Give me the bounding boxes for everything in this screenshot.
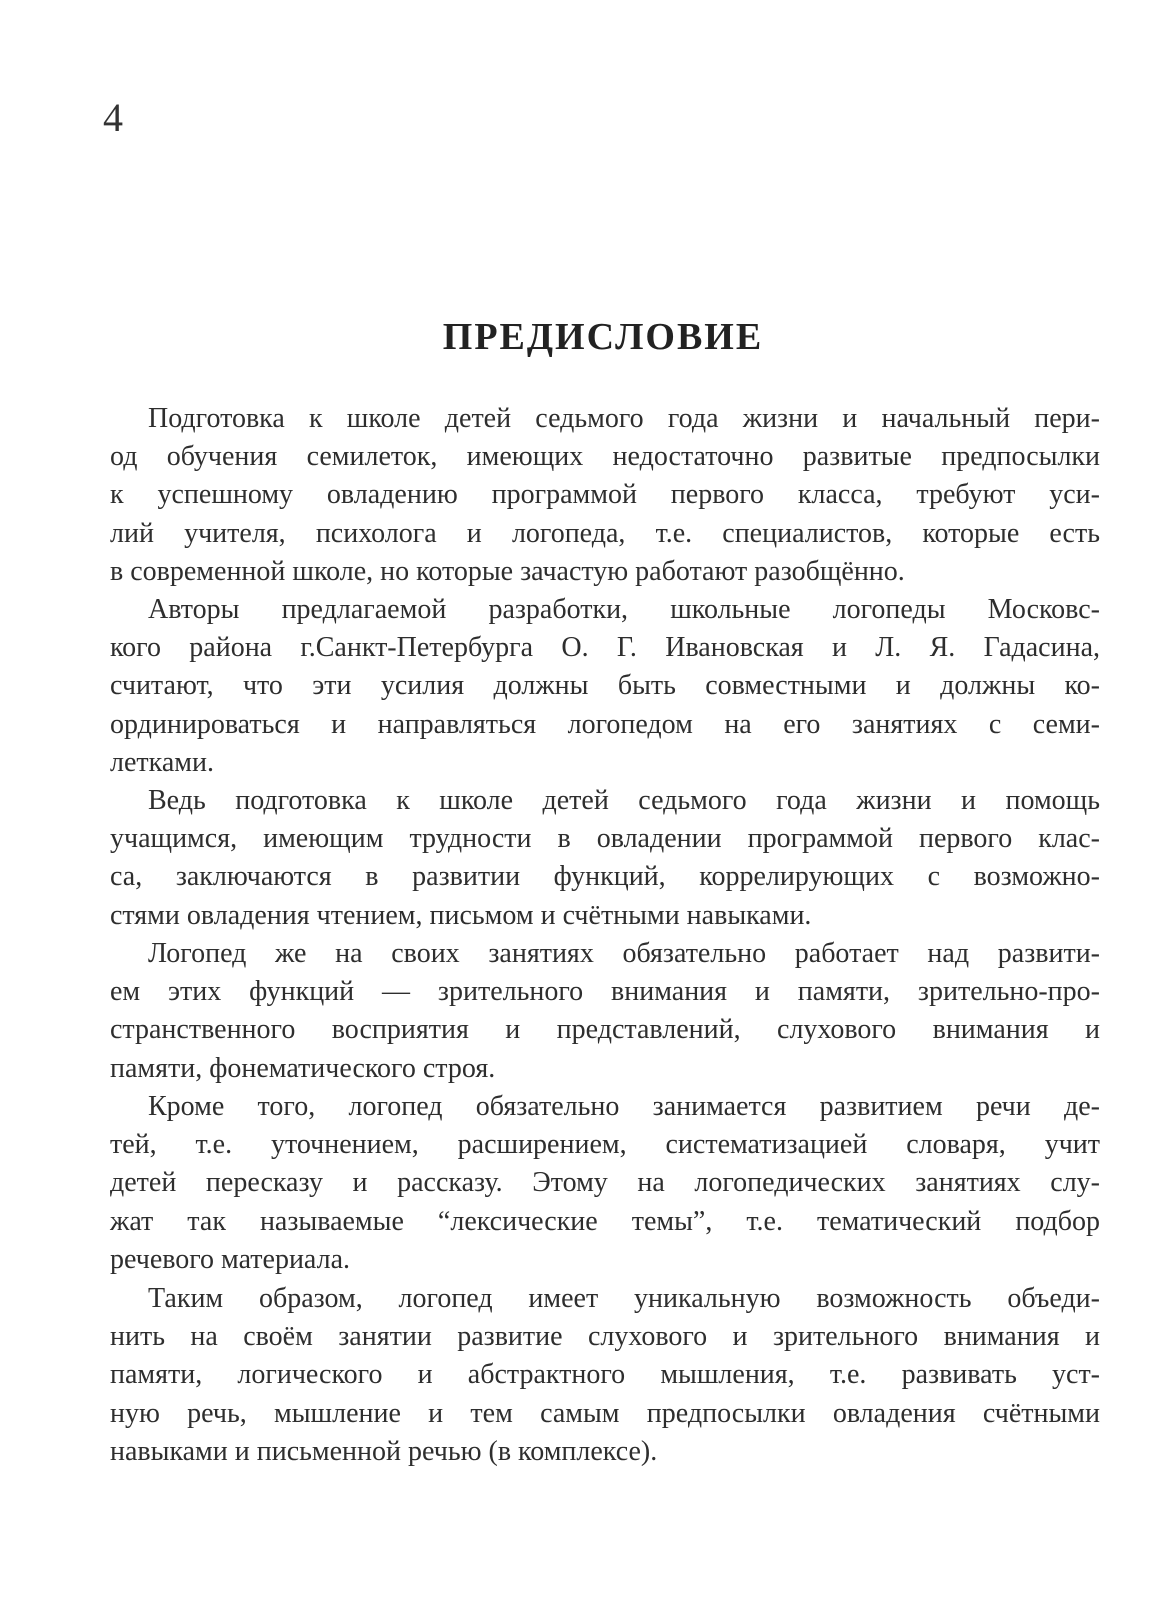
- text-line: ем этих функций — зрительного внимания и памяти, зрительно-про-: [110, 976, 1100, 1008]
- text-line: лий учителя, психолога и логопеда, т.е. специалистов, которые есть: [110, 517, 1100, 549]
- section-title: ПРЕДИСЛОВИЕ: [442, 316, 764, 358]
- text-line: детей пересказу и рассказу. Этому на логопедических занятиях слу-: [110, 1167, 1100, 1199]
- text-line: навыками и письменной речью (в комплексе).: [110, 1435, 658, 1467]
- text-line: са, заключаются в развитии функций, коррелирующих с возможно-: [110, 861, 1100, 893]
- text-line: нить на своём занятии развитие слухового и зрительного внимания и: [110, 1321, 1100, 1353]
- text-line: Логопед же на своих занятиях обязательно работает над развити-: [148, 938, 1100, 969]
- text-line: памяти, фонематического строя.: [110, 1052, 496, 1084]
- paragraph: [110, 1280, 1100, 1471]
- text-line: жат так называемые “лексические темы”, т.е. тематический подбор: [110, 1205, 1100, 1237]
- text-line: ординироваться и направляться логопедом на его занятиях с семи-: [110, 708, 1100, 740]
- text-line: речевого материала.: [110, 1243, 351, 1275]
- text-line: к успешному овладению программой первого класса, требуют уси-: [110, 479, 1100, 511]
- text-line: стями овладения чтением, письмом и счётными навыками.: [110, 899, 812, 931]
- text-line: Кроме того, логопед обязательно занимается развитием речи де-: [148, 1091, 1100, 1122]
- text-line: в современной школе, но которые зачастую работают разобщённо.: [110, 555, 905, 587]
- text-line: Подготовка к школе детей седьмого года жизни и начальный пери-: [148, 403, 1100, 434]
- text-line: Таким образом, логопед имеет уникальную возможность объеди-: [148, 1283, 1100, 1314]
- text-line: учащимся, имеющим трудности в овладении программой первого клас-: [110, 823, 1100, 855]
- paragraph: [110, 591, 1100, 782]
- page-number: 4: [103, 95, 123, 140]
- text-line: кого района г.Санкт-Петербурга О. Г. Ивановская и Л. Я. Гадасина,: [110, 632, 1100, 664]
- text-line: Авторы предлагаемой разработки, школьные логопеды Московс-: [148, 594, 1100, 625]
- paragraph: [110, 935, 1100, 1088]
- text-line: памяти, логического и абстрактного мышления, т.е. развивать уст-: [110, 1359, 1100, 1391]
- text-line: тей, т.е. уточнением, расширением, систематизацией словаря, учит: [110, 1129, 1100, 1161]
- paragraph: [110, 1088, 1100, 1279]
- paragraph: [110, 782, 1100, 935]
- text-line: считают, что эти усилия должны быть совместными и должны ко-: [110, 670, 1100, 702]
- text-line: ную речь, мышление и тем самым предпосылки овладения счётными: [110, 1397, 1100, 1429]
- text-line: странственного восприятия и представлений, слухового внимания и: [110, 1014, 1100, 1046]
- paragraph: [110, 400, 1100, 591]
- text-line: од обучения семилеток, имеющих недостаточно развитые предпосылки: [110, 441, 1100, 473]
- text-line: летками.: [110, 746, 214, 778]
- text-line: Ведь подготовка к школе детей седьмого года жизни и помощь: [148, 785, 1100, 816]
